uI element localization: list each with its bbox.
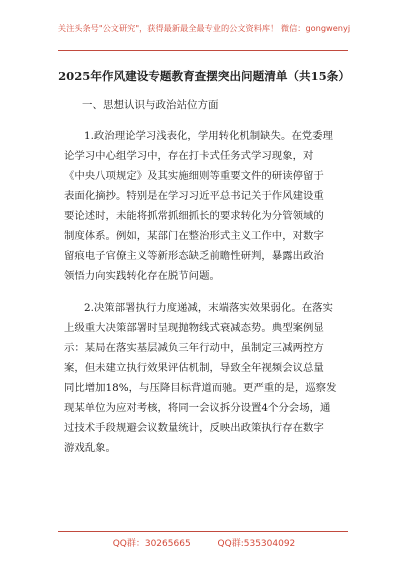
paragraph-line: 1.政治理论学习浅表化，学用转化机制缺失。在党委理 — [84, 130, 333, 142]
footer-qq-group-1: QQ群：30265665 — [112, 539, 191, 549]
paragraph-line: 制度体系。例如，某部门在整治形式主义工作中，对数字 — [64, 230, 324, 242]
paragraph-line: 示：某局在落实基层减负三年行动中，虽制定三减两控方 — [64, 342, 324, 354]
footer-qq-group-2: QQ群:535304092 — [217, 539, 296, 549]
paragraph-line: 上级重大决策部署时呈现抛物线式衰减态势。典型案例显 — [64, 322, 324, 334]
paragraph-1 — [64, 126, 346, 286]
paragraph-line: 论学习中心组学习中，存在打卡式任务式学习现象，对 — [64, 150, 314, 162]
header-banner: 关注头条号"公文研究"，获得最新最全最专业的公文资料库！ 微信：gongwenyj — [57, 23, 351, 33]
paragraph-line: 留痕电子官僚主义等新形态缺乏前瞻性研判，暴露出政治 — [64, 250, 324, 262]
paragraph-line: 现某单位为应对考核，将同一会议拆分设置4个分会场，通 — [64, 402, 331, 414]
paragraph-line: 游戏乱象。 — [64, 442, 116, 454]
section-heading: 一、思想认识与政治站位方面 — [82, 99, 219, 111]
footer — [0, 536, 408, 549]
paragraph-line: 领悟力向实践转化存在脱节问题。 — [64, 270, 220, 282]
paragraph-line: 表面化摘抄。特别是在学习习近平总书记关于作风建设重 — [64, 190, 324, 202]
document-title: 2025年作风建设专题教育查摆突出问题清单（共15条） — [58, 69, 350, 83]
paragraph-line: 《中央八项规定》及其实施细则等重要文件的研读停留于 — [64, 170, 324, 182]
footer-divider — [58, 531, 348, 532]
paragraph-line: 2.决策部署执行力度递减，末端落实效果弱化。在落实 — [84, 302, 333, 314]
paragraph-line: 同比增加18%，与压降目标背道而驰。更严重的是，巡察发 — [64, 382, 337, 394]
paragraph-line: 要论述时，未能将抓常抓细抓长的要求转化为分管领域的 — [64, 210, 324, 222]
paragraph-line: 案，但未建立执行效果评估机制，导致全年视频会议总量 — [64, 362, 324, 374]
header-divider — [58, 50, 348, 51]
paragraph-line: 过技术手段规避会议数量统计，反映出政策执行存在数字 — [64, 422, 324, 434]
paragraph-2 — [64, 298, 346, 458]
